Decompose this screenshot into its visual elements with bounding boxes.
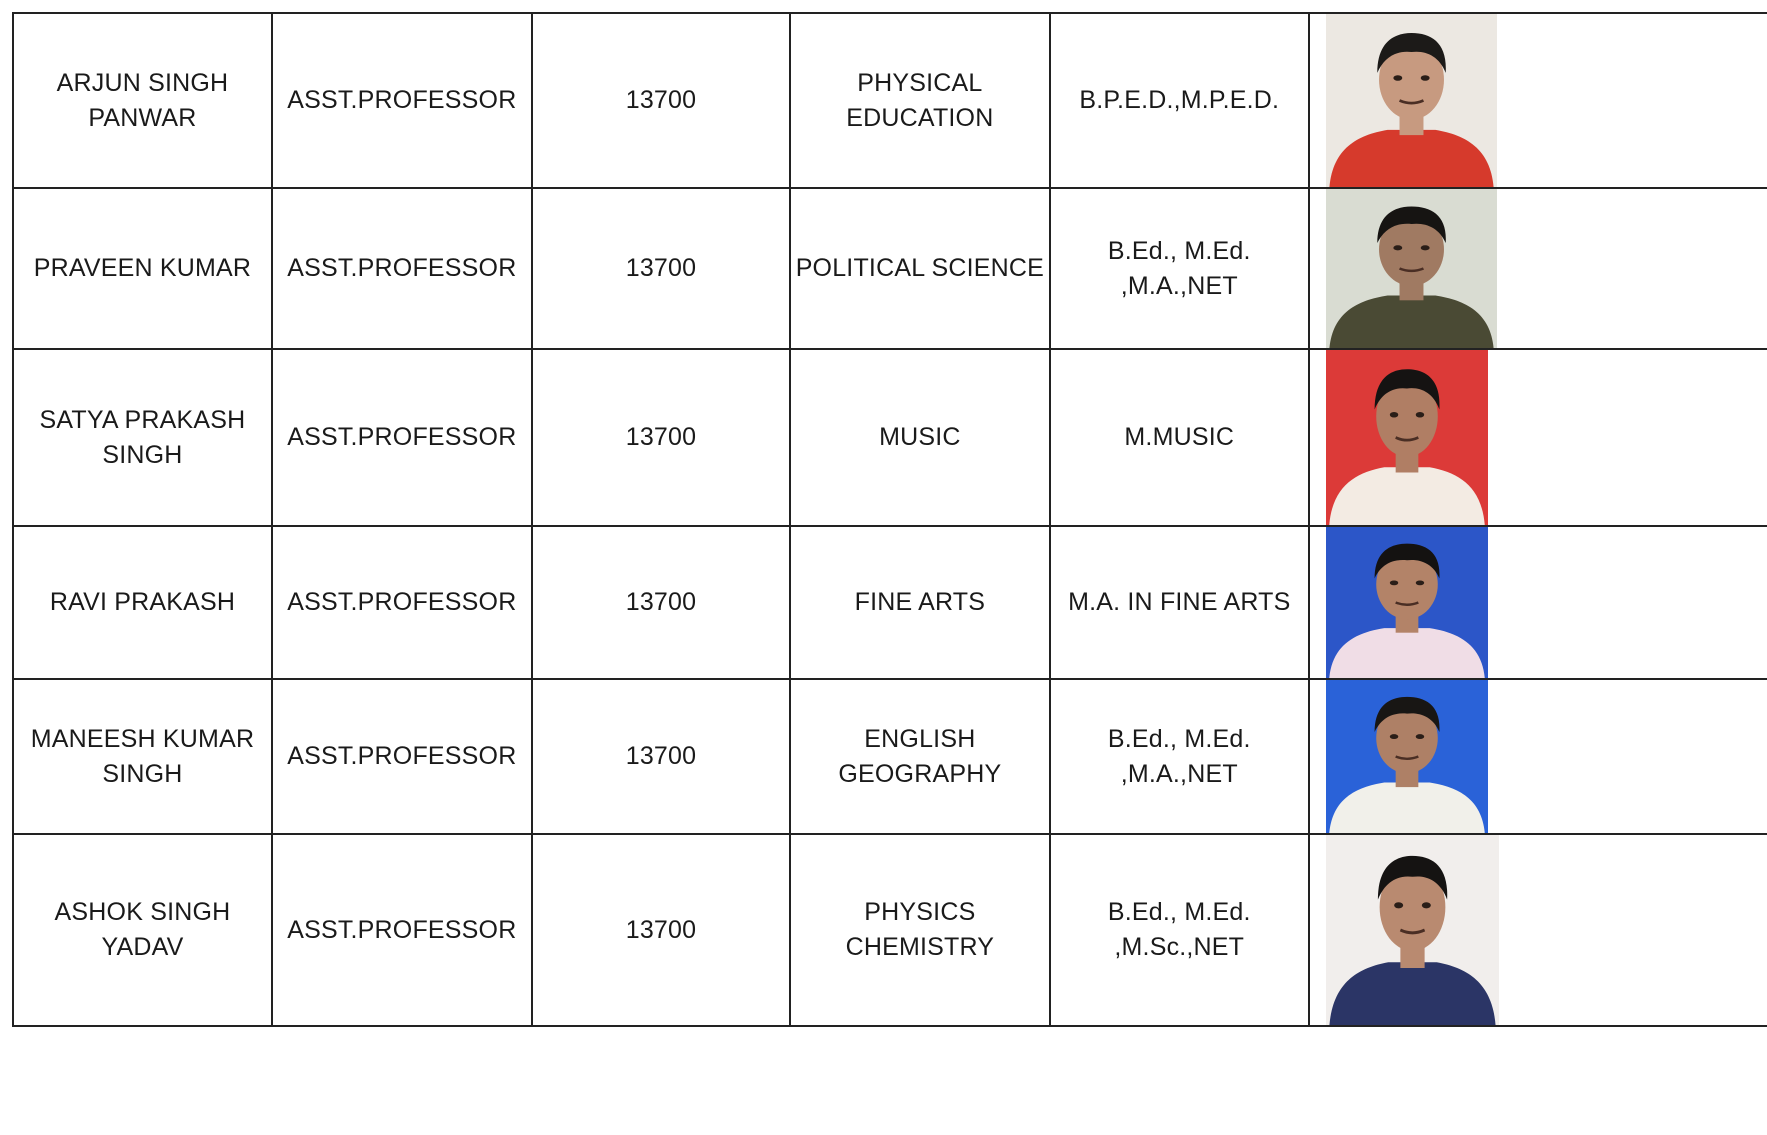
name-text: MANEESH KUMAR bbox=[30, 724, 255, 753]
photo-cell bbox=[1309, 349, 1767, 526]
salary-cell bbox=[532, 188, 791, 349]
name-text: SINGH bbox=[102, 440, 183, 469]
salary-cell bbox=[532, 526, 791, 679]
salary-text: 13700 bbox=[625, 588, 697, 616]
name-text: PANWAR bbox=[88, 103, 197, 132]
staff-photo bbox=[1326, 527, 1488, 678]
table-row bbox=[13, 834, 1767, 1026]
name-cell bbox=[13, 13, 272, 188]
salary-text: 13700 bbox=[625, 423, 697, 451]
qualification-cell bbox=[1050, 679, 1310, 834]
designation-text: ASST.PROFESSOR bbox=[287, 915, 517, 944]
name-cell bbox=[13, 188, 272, 349]
designation-cell bbox=[272, 188, 532, 349]
staff-photo bbox=[1326, 680, 1488, 833]
qualification-cell bbox=[1050, 526, 1310, 679]
qualification-text: B.Ed., M.Ed. bbox=[1107, 898, 1251, 926]
qualification-text: ,M.A.,NET bbox=[1120, 759, 1238, 788]
subject-cell bbox=[790, 679, 1049, 834]
qualification-text: M.MUSIC bbox=[1124, 423, 1235, 451]
qualification-cell bbox=[1050, 349, 1310, 526]
qualification-text: B.Ed., M.Ed. bbox=[1107, 236, 1251, 265]
photo-cell bbox=[1309, 834, 1767, 1026]
designation-text: ASST.PROFESSOR bbox=[287, 423, 517, 451]
qualification-cell bbox=[1050, 834, 1310, 1026]
staff-photo bbox=[1326, 14, 1497, 187]
salary-cell bbox=[532, 679, 791, 834]
subject-text: POLITICAL SCIENCE bbox=[795, 254, 1045, 282]
designation-cell bbox=[272, 526, 532, 679]
subject-cell bbox=[790, 834, 1049, 1026]
name-cell bbox=[13, 834, 272, 1026]
subject-text: CHEMISTRY bbox=[845, 933, 995, 961]
subject-text: ENGLISH bbox=[864, 724, 976, 753]
name-cell bbox=[13, 679, 272, 834]
table-row bbox=[13, 349, 1767, 526]
name-text: ARJUN SINGH bbox=[56, 68, 229, 97]
subject-text: PHYSICAL bbox=[857, 68, 983, 97]
subject-cell bbox=[790, 349, 1049, 526]
photo-cell bbox=[1309, 526, 1767, 679]
designation-cell bbox=[272, 349, 532, 526]
photo-cell bbox=[1309, 679, 1767, 834]
table-row bbox=[13, 679, 1767, 834]
staff-photo bbox=[1326, 189, 1497, 348]
name-cell bbox=[13, 349, 272, 526]
salary-cell bbox=[532, 13, 791, 188]
qualification-text: B.P.E.D.,M.P.E.D. bbox=[1079, 86, 1280, 114]
qualification-text: ,M.Sc.,NET bbox=[1114, 933, 1245, 961]
qualification-cell bbox=[1050, 188, 1310, 349]
qualification-text: B.Ed., M.Ed. bbox=[1107, 724, 1251, 753]
salary-text: 13700 bbox=[625, 86, 697, 114]
designation-cell bbox=[272, 13, 532, 188]
designation-cell bbox=[272, 679, 532, 834]
qualification-text: M.A. IN FINE ARTS bbox=[1068, 588, 1291, 616]
designation-text: ASST.PROFESSOR bbox=[287, 742, 517, 770]
name-text: SATYA PRAKASH bbox=[39, 405, 246, 434]
name-text: RAVI PRAKASH bbox=[49, 588, 236, 616]
qualification-text: ,M.A.,NET bbox=[1120, 271, 1238, 300]
name-text: ASHOK SINGH YADAV bbox=[54, 898, 231, 961]
subject-cell bbox=[790, 526, 1049, 679]
designation-text: ASST.PROFESSOR bbox=[287, 254, 517, 282]
photo-cell bbox=[1309, 13, 1767, 188]
table-row bbox=[13, 188, 1767, 349]
salary-cell bbox=[532, 834, 791, 1026]
name-text: PRAVEEN KUMAR bbox=[33, 254, 252, 282]
designation-text: ASST.PROFESSOR bbox=[287, 86, 517, 114]
designation-cell bbox=[272, 834, 532, 1026]
subject-text: EDUCATION bbox=[846, 103, 994, 132]
salary-text: 13700 bbox=[625, 915, 697, 944]
salary-text: 13700 bbox=[625, 742, 697, 770]
staff-photo bbox=[1326, 350, 1488, 525]
subject-text: GEOGRAPHY bbox=[838, 759, 1002, 788]
name-text: SINGH bbox=[102, 759, 183, 788]
table-row bbox=[13, 13, 1767, 188]
staff-photo bbox=[1326, 835, 1499, 1025]
qualification-cell bbox=[1050, 13, 1310, 188]
subject-text: PHYSICS bbox=[864, 898, 976, 926]
table-row bbox=[13, 526, 1767, 679]
subject-text: MUSIC bbox=[879, 423, 961, 451]
salary-text: 13700 bbox=[625, 254, 697, 282]
subject-cell bbox=[790, 188, 1049, 349]
photo-cell bbox=[1309, 188, 1767, 349]
staff-table bbox=[12, 12, 1767, 1027]
name-cell bbox=[13, 526, 272, 679]
designation-text: ASST.PROFESSOR bbox=[287, 588, 517, 616]
salary-cell bbox=[532, 349, 791, 526]
subject-cell bbox=[790, 13, 1049, 188]
subject-text: FINE ARTS bbox=[854, 588, 986, 616]
